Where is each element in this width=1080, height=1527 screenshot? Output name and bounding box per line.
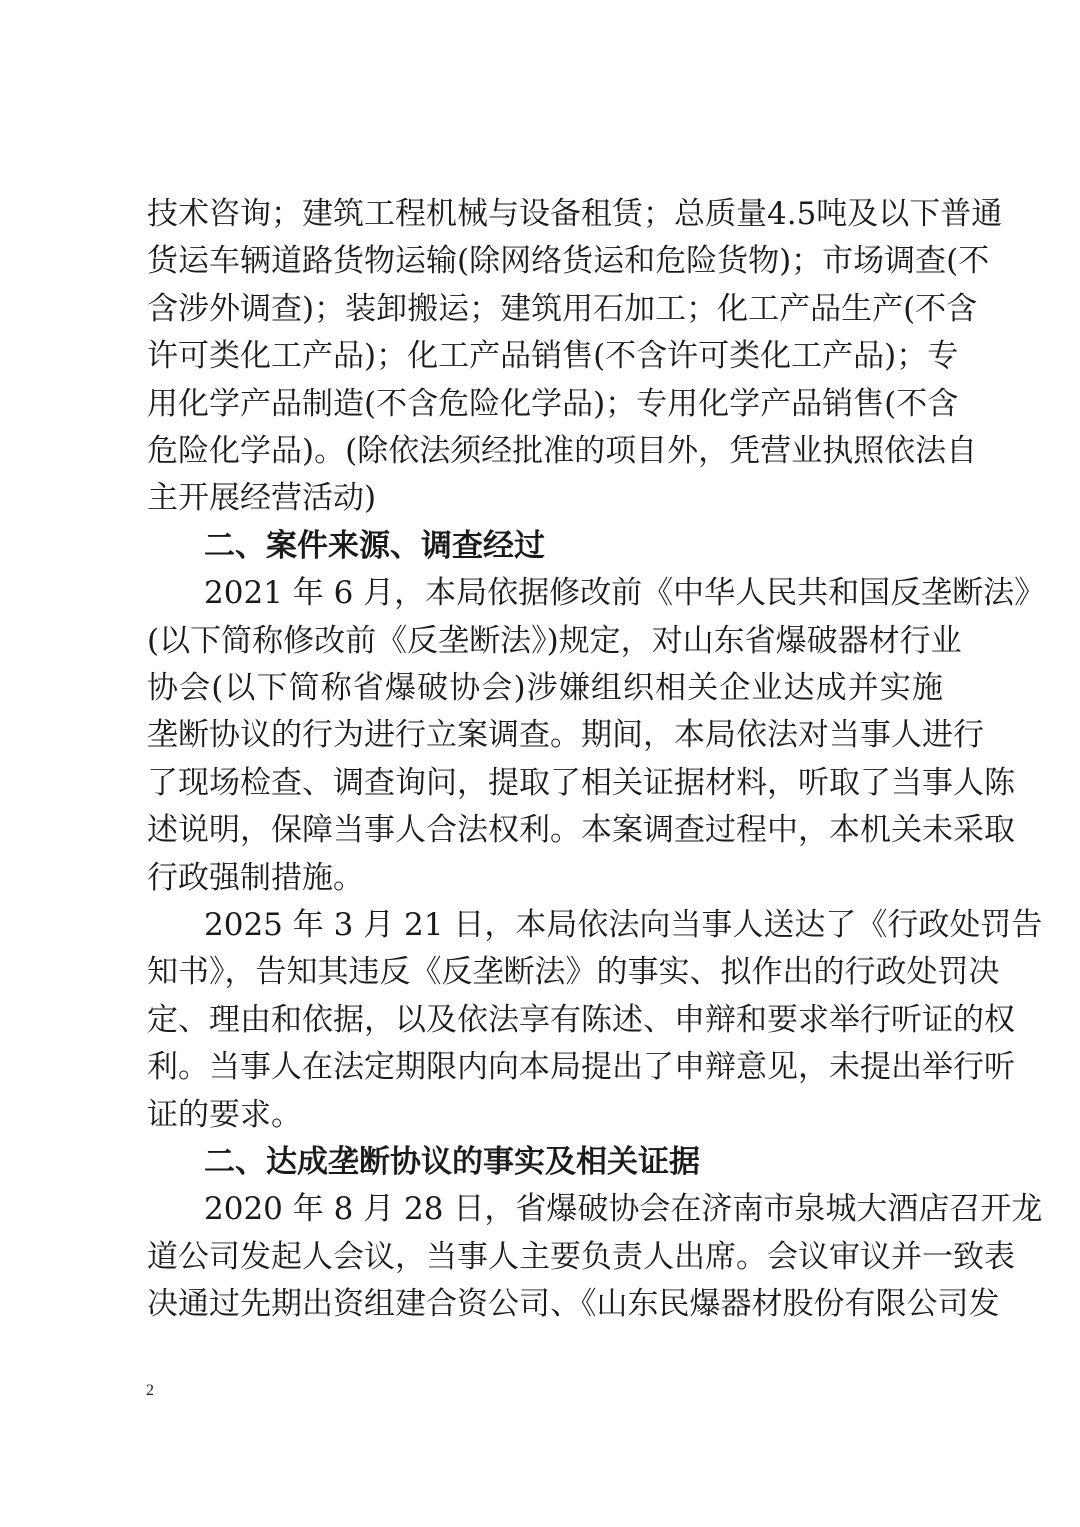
page-number: 2 (146, 1382, 154, 1399)
paragraph-line: 利。当事人在法定期限内向本局提出了申辩意见，未提出举行听 (147, 1049, 1015, 1086)
paragraph-line: 危险化学品)。(除依法须经批准的项目外，凭营业执照依法自 (147, 433, 978, 469)
paragraph-first-line: 2020 年 8 月 28 日，省爆破协会在济南市泉城大酒店召开龙 (204, 1191, 1043, 1228)
paragraph-first-line: 2025 年 3 月 21 日，本局依法向当事人送达了《行政处罚告 (204, 907, 1043, 943)
paragraph-last-line: 行政强制措施。 (147, 859, 364, 896)
paragraph-line: 了现场检查、调查询问，提取了相关证据材料，听取了当事人陈 (147, 764, 1015, 801)
paragraph-line: 述说明，保障当事人合法权利。本案调查过程中，本机关未采取 (147, 812, 1015, 849)
paragraph-line: 协会(以下简称省爆破协会)涉嫌组织相关企业达成并实施 (147, 670, 943, 706)
paragraph-line: 技术咨询；建筑工程机械与设备租赁；总质量4.5吨及以下普通 (147, 196, 1003, 232)
paragraph-line: 许可类化工产品)；化工产品销售(不含许可类化工产品)；专 (147, 338, 959, 375)
paragraph-line: 用化学产品制造(不含危险化学品)；专用化学产品销售(不含 (147, 385, 959, 422)
paragraph-line: 知书》，告知其违反《反垄断法》的事实、拟作出的行政处罚决 (147, 954, 1000, 991)
paragraph-line: 含涉外调查)；装卸搬运；建筑用石加工；化工产品生产(不含 (147, 290, 978, 327)
paragraph-first-line: 2021 年 6 月，本局依据修改前《中华人民共和国反垄断法》 (204, 575, 1046, 612)
paragraph-line: 货运车辆道路货物运输(除网络货运和危险货物)；市场调查(不 (147, 243, 990, 280)
paragraph-last-line: 主开展经营活动) (147, 480, 377, 517)
paragraph-line: 定、理由和依据，以及依法享有陈述、申辩和要求举行听证的权 (147, 1001, 1015, 1038)
section-heading: 二、案件来源、调查经过 (204, 527, 545, 564)
paragraph-line: (以下简称修改前《反垄断法》)规定，对山东省爆破器材行业 (147, 622, 962, 659)
paragraph-last-line: 证的要求。 (147, 1096, 302, 1133)
paragraph-line: 垄断协议的行为进行立案调查。期间，本局依法对当事人进行 (147, 717, 984, 754)
paragraph-line: 决通过先期出资组建合资公司、《山东民爆器材股份有限公司发 (147, 1286, 1000, 1323)
section-heading: 二、达成垄断协议的事实及相关证据 (204, 1144, 700, 1180)
paragraph-line: 道公司发起人会议，当事人主要负责人出席。会议审议并一致表 (147, 1238, 1015, 1275)
